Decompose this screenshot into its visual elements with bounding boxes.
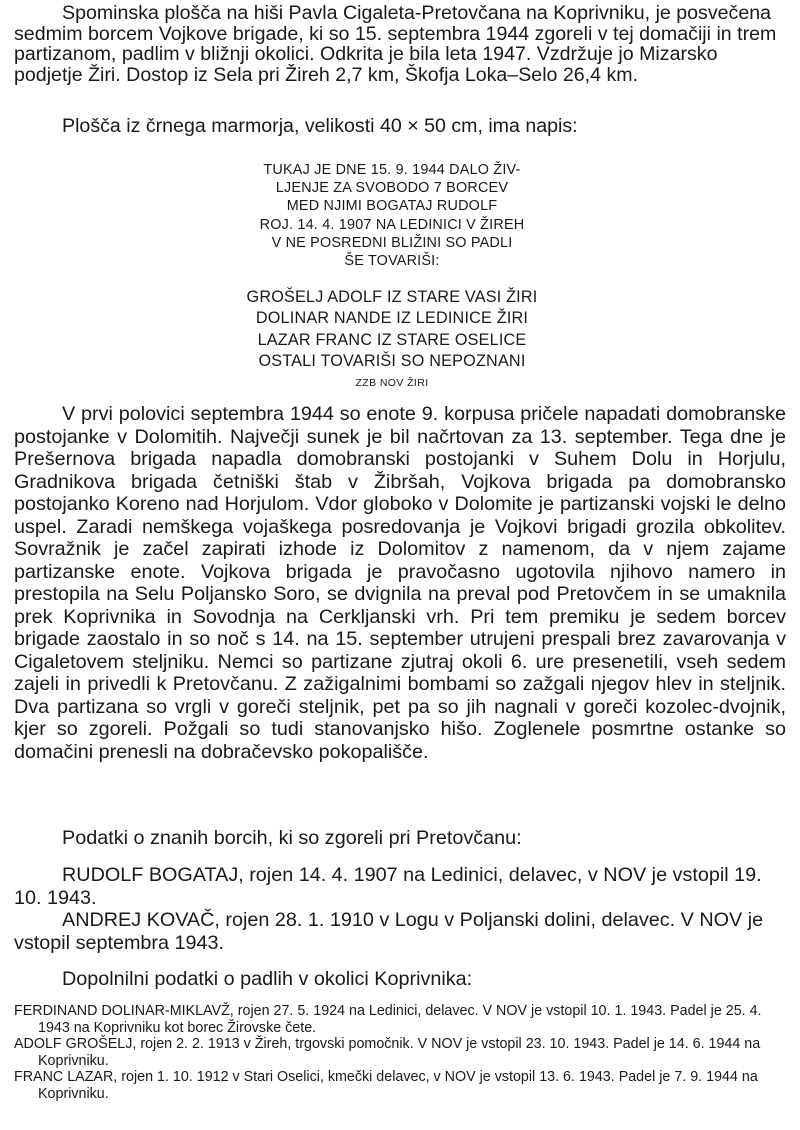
fallen-entry: FRANC LAZAR, rojen 1. 10. 1912 v Stari Oselici, kmečki delavec, v NOV je vstopil 13. 6. 1943. Padel je 7. 9. 1944 na Koprivniku. [14,1069,758,1102]
inscription-line: LJENJE ZA SVOBODO 7 BORCEV [275,180,509,197]
plaque-inscription-names [190,287,594,372]
inscription-line: ROJ. 14. 4. 1907 NA LEDINICI V ŽIREH [259,216,525,233]
fighter-entry: ANDREJ KOVAČ, rojen 28. 1. 1910 v Logu v Poljanski dolini, delavec. V NOV je vstopil septembra 1943. [14,909,764,954]
inscription-signature: ZZB NOV ŽIRI [355,377,429,389]
known-fighters-heading: Podatki o znanih borcih, ki so zgoreli pri Pretovčanu: [62,827,522,849]
plaque-description: Plošča iz črnega marmorja, velikosti 40 × 50 cm, ima napis: [62,115,578,137]
inscription-line: GROŠELJ ADOLF IZ STARE VASI ŽIRI [246,288,538,306]
intro-paragraph: Spominska plošča na hiši Pavla Cigaleta-Pretovčana na Koprivniku, je posvečena sedmim borcem Vojkove brigade, ki so 15. septembra 1944 zgoreli v tej domačiji in trem partizanom, padlim v bližnji okolici. Odkrita je bila leta 1947. Vzdržuje jo Mizarsko podjetje Žiri. Dostop iz Sela pri Žireh 2,7 km, Škofja Loka–Selo 26,4 km. [14,2,777,86]
fallen-entry: ADOLF GROŠELJ, rojen 2. 2. 1913 v Žireh, trgovski pomočnik. V NOV je vstopil 23. 10. 1943. Padel je 14. 6. 1944 na Koprivniku. [14,1036,761,1069]
history-paragraph: V prvi polovici septembra 1944 so enote 9. korpusa pričele napadati domobranske postojanke v Dolomitih. Največji sunek je bil načrtovan za 13. september. Tega dne je Prešernova brigada napadla domobranski postojanki v Suhem Dolu in Horjulu, Gradnikova brigada četniški štab v Žibršah, Vojkova brigada pa domobransko postojanko Koreno nad Horjulom. Vdor globoko v Dolomite je partizanski vojski le delno uspel. Zaradi nemškega vojaškega posredovanja je Vojkovi brigadi grozila obkolitev. Sovražnik je začel zapirati izhode iz Dolomitov z namenom, da v njem zajame partizanske enote. Vojkova brigada je pravočasno ugotovila njihovo namero in prestopila na Selu Poljansko Soro, se dvignila na preval pod Pretovčem in se umaknila prek Koprivnika in Sovodnja na Cerkljanski vrh. Pri tem premiku je sedem borcev brigade zaostalo in so noč s 14. na 15. september utrujeni prespali brez zavarovanja v Cigaletovem steljniku. Nemci so partizane zjutraj okoli 6. ure presenetili, vseh sedem zajeli in privedli k Pretovčanu. Z zažigalnimi bombami so zažgali njegov hlev in steljnik. Dva partizana so vrgli v goreči steljnik, pet pa so jih nagnali v goreči kozolec-dvojnik, kjer so zgoreli. Požgali so tudi stanovanjsko hišo. Zoglenele posmrtne ostanke so domačini prenesli na dobračevsko pokopališče. [14,403,786,763]
inscription-line: DOLINAR NANDE IZ LEDINICE ŽIRI [255,309,529,328]
inscription-line: OSTALI TOVARIŠI SO NEPOZNANI [258,351,526,370]
fallen-entry: FERDINAND DOLINAR-MIKLAVŽ, rojen 27. 5. 1924 na Ledinici, delavec. V NOV je vstopil 10. 1. 1943. Padel je 25. 4. 1943 na Koprivniku kot borec Žirovske čete. [14,1003,762,1036]
fighter-entry: RUDOLF BOGATAJ, rojen 14. 4. 1907 na Ledinici, delavec, v NOV je vstopil 19. 10. 1943. [14,864,762,909]
inscription-line: TUKAJ JE DNE 15. 9. 1944 DALO ŽIV- [263,162,521,178]
additional-fallen-list [14,1003,786,1102]
additional-fallen-heading: Dopolnilni podatki o padlih v okolici Koprivnika: [62,968,473,990]
inscription-line: LAZAR FRANC IZ STARE OSELICE [257,330,527,349]
plaque-inscription [190,161,594,270]
inscription-line: V NE POSREDNI BLIŽINI SO PADLI [271,234,513,251]
inscription-line: MED NJIMI BOGATAJ RUDOLF [286,198,498,215]
inscription-line: ŠE TOVARIŠI: [344,253,440,270]
